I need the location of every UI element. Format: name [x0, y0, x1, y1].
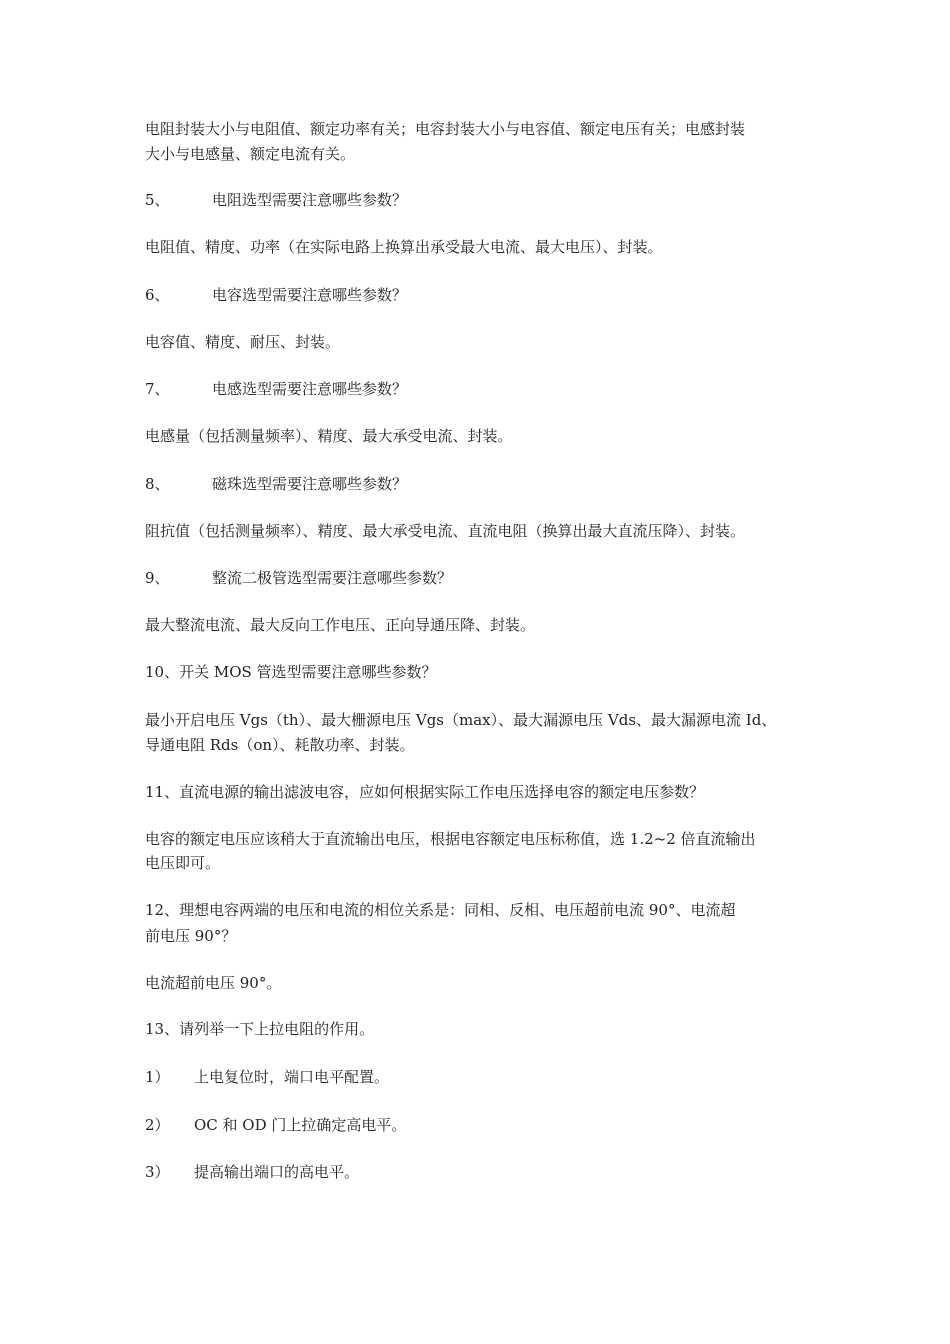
question-number: 5、: [145, 191, 170, 209]
answer-11: 电压即可。: [145, 854, 221, 872]
answer-8: 阻抗值（包括测量频率）、精度、最大承受电流、直流电阻（换算出最大直流压降）、封装。: [145, 522, 746, 540]
question-number: 9、: [145, 569, 170, 587]
question-6: [145, 284, 825, 306]
list-text: 提高输出端口的高电平。: [194, 1163, 360, 1181]
question-text: 磁珠选型需要注意哪些参数？: [212, 475, 408, 493]
question-text: 电容选型需要注意哪些参数？: [212, 286, 408, 304]
question-12: 12、理想电容两端的电压和电流的相位关系是：同相、反相、电压超前电流 90°、电流超: [145, 901, 736, 919]
question-text: 电阻选型需要注意哪些参数？: [212, 191, 408, 209]
list-item: [145, 1161, 825, 1183]
question-13: 13、请列举一下上拉电阻的作用。: [145, 1020, 375, 1038]
answer-7: 电感量（包括测量频率）、精度、最大承受电流、封装。: [145, 427, 513, 445]
answer-9: 最大整流电流、最大反向工作电压、正向导通压降、封装。: [145, 616, 536, 634]
list-text: OC 和 OD 门上拉确定高电平。: [194, 1116, 407, 1134]
question-text: 电感选型需要注意哪些参数？: [212, 380, 408, 398]
answer-10: 最小开启电压 Vgs（th）、最大栅源电压 Vgs（max）、最大漏源电压 Vds、最大漏源电流 Id、: [145, 711, 777, 729]
question-8: [145, 473, 825, 495]
answer-11: 电容的额定电压应该稍大于直流输出电压，根据电容额定电压标称值，选 1.2~2 倍直流输出: [145, 830, 756, 848]
question-9: [145, 567, 825, 589]
question-7: [145, 378, 825, 400]
question-11: 11、直流电源的输出滤波电容，应如何根据实际工作电压选择电容的额定电压参数？: [145, 783, 705, 801]
question-text: 整流二极管选型需要注意哪些参数？: [212, 569, 453, 587]
answer-6: 电容值、精度、耐压、封装。: [145, 333, 341, 351]
question-number: 6、: [145, 286, 170, 304]
question-number: 8、: [145, 475, 170, 493]
list-number: 3）: [145, 1163, 170, 1181]
question-12: 前电压 90°？: [145, 927, 237, 945]
answer-10: 导通电阻 Rds（on）、耗散功率、封装。: [145, 736, 415, 754]
list-item: [145, 1114, 825, 1136]
answer-12: 电流超前电压 90°。: [145, 974, 282, 992]
question-number: 7、: [145, 380, 170, 398]
list-item: [145, 1066, 825, 1088]
list-text: 上电复位时，端口电平配置。: [194, 1068, 390, 1086]
question-10: 10、开关 MOS 管选型需要注意哪些参数？: [145, 663, 437, 681]
answer-5: 电阻值、精度、功率（在实际电路上换算出承受最大电流、最大电压）、封装。: [145, 238, 663, 256]
question-5: [145, 189, 825, 211]
list-number: 1）: [145, 1068, 170, 1086]
paragraph-line: 电阻封装大小与电阻值、额定功率有关；电容封装大小与电容值、额定电压有关；电感封装: [145, 120, 746, 138]
list-number: 2）: [145, 1116, 170, 1134]
paragraph-line: 大小与电感量、额定电流有关。: [145, 145, 356, 163]
